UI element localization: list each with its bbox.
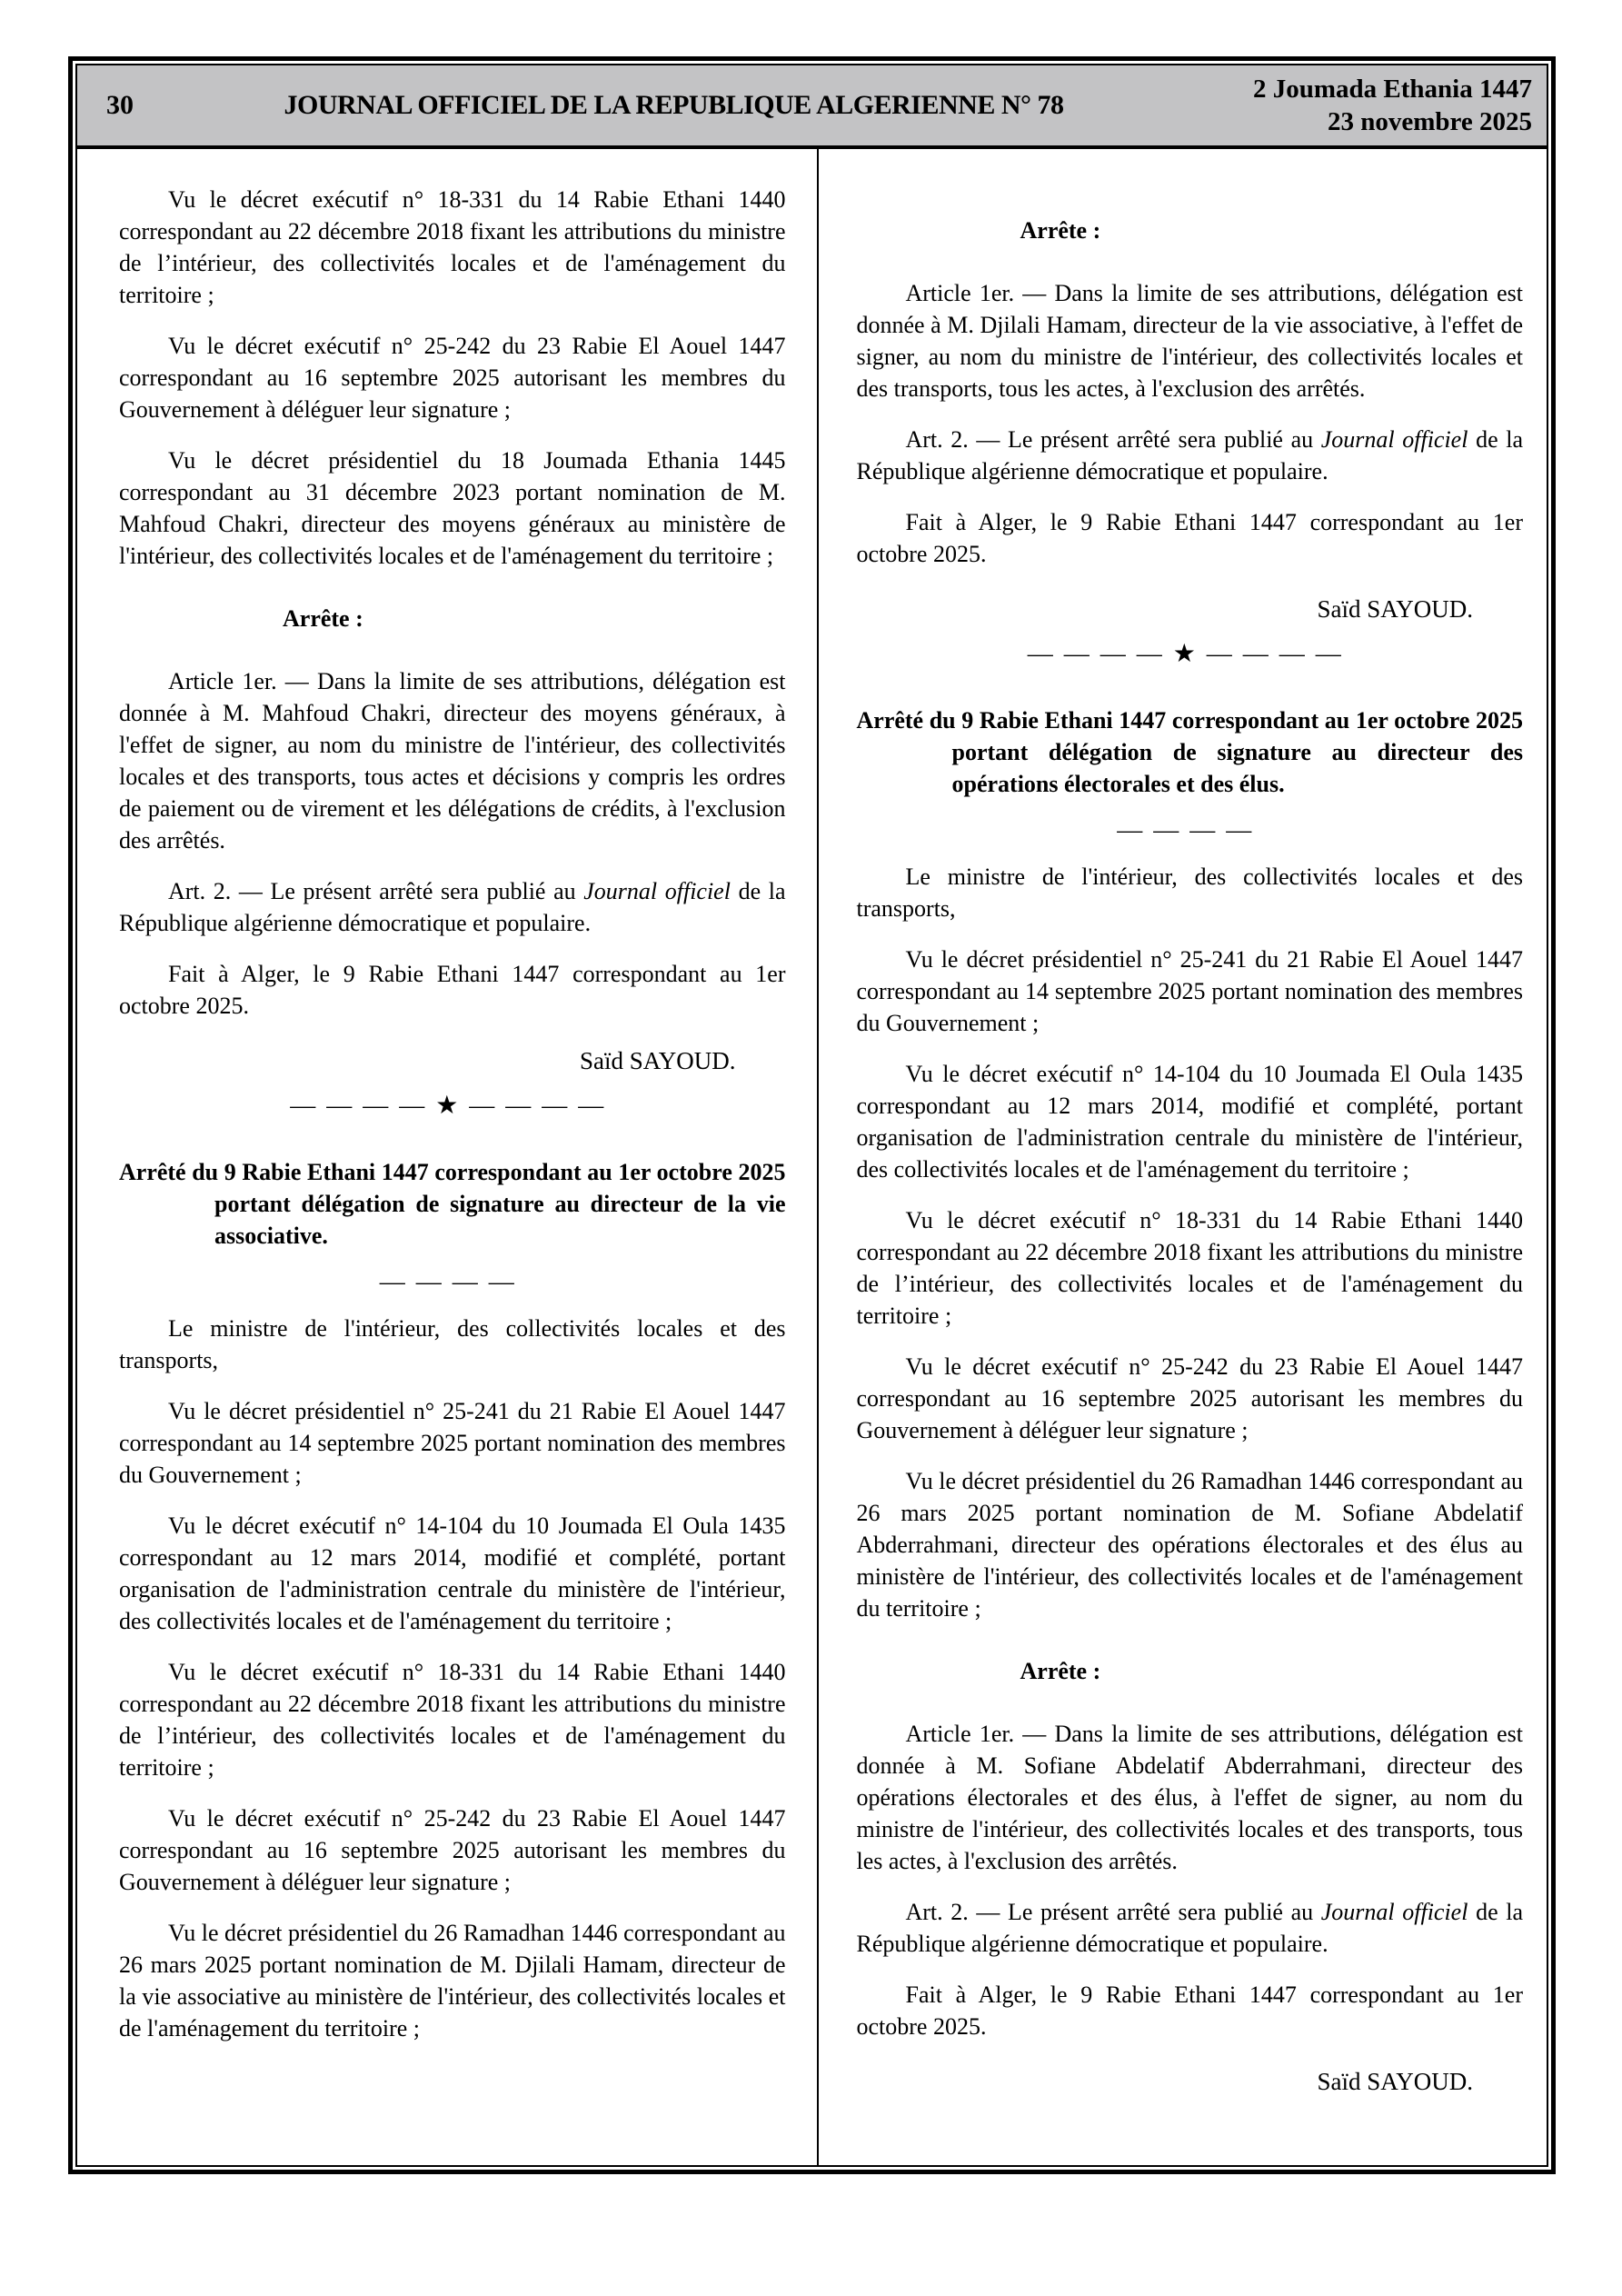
header-band xyxy=(77,65,1547,149)
paragraph xyxy=(857,943,1524,1039)
inner-frame xyxy=(75,64,1548,2167)
paragraph-text: Art. 2. — Le présent arrêté sera publié au xyxy=(905,1899,1321,1925)
paragraph xyxy=(857,506,1524,570)
paragraph-text: Vu le décret exécutif n° 14-104 du 10 Joumada El Oula 1435 correspondant au 12 mars 2014, modifié et complété, portant organisation de l'administration centrale du ministère de l'intérieur, des collectivités locales et de l'aménagement du territoire ; xyxy=(119,1512,786,1634)
paragraph-text: Vu le décret présidentiel du 18 Joumada Ethania 1445 correspondant au 31 décembre 2023 portant nomination de M. Mahfoud Chakri, directeur des moyens généraux au ministère de l'intérieur, des collectivités locales et de l'aménagement du territoire ; xyxy=(119,447,786,569)
journal-officiel-italic: Journal officiel xyxy=(1320,426,1468,453)
paragraph xyxy=(119,1395,786,1491)
paragraph-text: Vu le décret présidentiel du 26 Ramadhan 1446 correspondant au 26 mars 2025 portant nomination de M. Sofiane Abdelatif Abderrahmani, directeur des opérations électorales et des élus au ministère de l'intérieur, des collectivités locales et de l'aménagement du territoire ; xyxy=(856,1468,1523,1622)
left-column xyxy=(77,149,819,2165)
paragraph xyxy=(119,330,786,425)
signature: Saïd SAYOUD. xyxy=(1317,595,1473,623)
journal-title: JOURNAL OFFICIEL DE LA REPUBLIQUE ALGERIENNE N° 78 xyxy=(284,90,1064,120)
paragraph-text: Vu le décret présidentiel n° 25-241 du 21 Rabie El Aouel 1447 correspondant au 14 septembre 2025 portant nomination des membres du Gouvernement ; xyxy=(856,946,1523,1036)
paragraph xyxy=(857,424,1524,487)
paragraph xyxy=(119,1917,786,2044)
paragraph-text: Vu le décret exécutif n° 18-331 du 14 Rabie Ethani 1440 correspondant au 22 décembre 2018 fixant les attributions du ministre de l’intérieur, des collectivités locales et de l'aménagement du territoire ; xyxy=(119,186,786,308)
paragraph xyxy=(119,665,786,856)
paragraph xyxy=(119,1510,786,1637)
paragraph-text: Art. 2. — Le présent arrêté sera publié au xyxy=(905,426,1321,453)
date-gregorian: 23 novembre 2025 xyxy=(1327,107,1532,136)
paragraph-text: Vu le décret présidentiel du 26 Ramadhan 1446 correspondant au 26 mars 2025 portant nomination de M. Djilali Hamam, directeur de la vie associative au ministère de l'intérieur, des collectivités locales et de l'aménagement du territoire ; xyxy=(119,1920,786,2041)
arrete-label: Arrête : xyxy=(283,605,363,632)
paragraph-text: Le ministre de l'intérieur, des collectivités locales et des transports, xyxy=(119,1315,786,1373)
arrete-label: Arrête : xyxy=(1020,1658,1101,1684)
paragraph-text: Article 1er. — Dans la limite de ses attributions, délégation est donnée à M. Sofiane Abdelatif Abderrahmani, directeur des opérations électorales et des élus, à l'effet de signer, au nom du ministre de l'intérieur, des collectivités locales et des transports, tous les actes, à l'exclusion des arrêtés. xyxy=(856,1721,1523,1874)
paragraph xyxy=(857,1979,1524,2042)
page-frame xyxy=(68,56,1556,2174)
paragraph xyxy=(119,1313,786,1376)
paragraph-text: Vu le décret présidentiel n° 25-241 du 21 Rabie El Aouel 1447 correspondant au 14 septembre 2025 portant nomination des membres du Gouvernement ; xyxy=(119,1398,786,1488)
paragraph-text: de la République algérienne démocratique et populaire. xyxy=(856,1899,1523,1957)
paragraph xyxy=(119,1656,786,1783)
paragraph xyxy=(119,958,786,1022)
paragraph xyxy=(119,875,786,939)
page-number: 30 xyxy=(106,90,134,120)
paragraph xyxy=(857,1896,1524,1960)
paragraph-text: Article 1er. — Dans la limite de ses attributions, délégation est donnée à M. Djilali Hamam, directeur de la vie associative, à l'effet de signer, au nom du ministre de l'intérieur, des collectivités locales et des transports, tous les actes, à l'exclusion des arrêtés. xyxy=(856,280,1523,402)
paragraph xyxy=(857,1351,1524,1446)
paragraph xyxy=(857,277,1524,404)
paragraph xyxy=(857,1058,1524,1185)
dash-separator: ———— xyxy=(379,1268,525,1296)
paragraph xyxy=(857,1204,1524,1332)
paragraph-text: Vu le décret exécutif n° 25-242 du 23 Rabie El Aouel 1447 correspondant au 16 septembre 2025 autorisant les membres du Gouvernement à déléguer leur signature ; xyxy=(119,333,786,423)
star-separator: ————★———— xyxy=(1027,640,1352,668)
paragraph-text: Vu le décret exécutif n° 25-242 du 23 Rabie El Aouel 1447 correspondant au 16 septembre 2025 autorisant les membres du Gouvernement à déléguer leur signature ; xyxy=(856,1353,1523,1443)
paragraph-text: Fait à Alger, le 9 Rabie Ethani 1447 correspondant au 1er octobre 2025. xyxy=(856,1982,1523,2040)
signature: Saïd SAYOUD. xyxy=(1317,2068,1473,2095)
paragraph-text: Vu le décret exécutif n° 14-104 du 10 Joumada El Oula 1435 correspondant au 12 mars 2014, modifié et complété, portant organisation de l'administration centrale du ministère de l'intérieur, des collectivités locales et de l'aménagement du territoire ; xyxy=(856,1061,1523,1183)
decree-title: Arrêté du 9 Rabie Ethani 1447 correspondant au 1er octobre 2025 portant délégation de signature au directeur des opérations électorales et des élus. xyxy=(856,707,1523,797)
paragraph-text: Vu le décret exécutif n° 25-242 du 23 Rabie El Aouel 1447 correspondant au 16 septembre 2025 autorisant les membres du Gouvernement à déléguer leur signature ; xyxy=(119,1805,786,1895)
paragraph xyxy=(119,184,786,311)
arrete-label: Arrête : xyxy=(1020,217,1101,244)
paragraph-text: Fait à Alger, le 9 Rabie Ethani 1447 correspondant au 1er octobre 2025. xyxy=(119,961,786,1019)
right-column xyxy=(819,149,1547,2165)
paragraph xyxy=(119,444,786,572)
dash-separator: ———— xyxy=(1117,816,1263,844)
paragraph xyxy=(119,1802,786,1898)
date-hijri: 2 Joumada Ethania 1447 xyxy=(1253,75,1532,104)
paragraph-text: Vu le décret exécutif n° 18-331 du 14 Rabie Ethani 1440 correspondant au 22 décembre 2018 fixant les attributions du ministre de l’intérieur, des collectivités locales et de l'aménagement du territoire ; xyxy=(856,1207,1523,1329)
content-area xyxy=(77,149,1547,2165)
paragraph xyxy=(857,1718,1524,1877)
paragraph xyxy=(857,1465,1524,1624)
journal-officiel-italic: Journal officiel xyxy=(583,878,731,904)
paragraph-text: de la République algérienne démocratique et populaire. xyxy=(119,878,786,936)
journal-officiel-italic: Journal officiel xyxy=(1320,1899,1468,1925)
star-separator: ————★———— xyxy=(290,1092,615,1120)
paragraph-text: Art. 2. — Le présent arrêté sera publié au xyxy=(168,878,584,904)
decree-title: Arrêté du 9 Rabie Ethani 1447 correspondant au 1er octobre 2025 portant délégation de signature au directeur de la vie associative. xyxy=(119,1159,786,1249)
header-dates xyxy=(1132,73,1547,138)
paragraph-text: Le ministre de l'intérieur, des collectivités locales et des transports, xyxy=(856,863,1523,922)
paragraph-text: Article 1er. — Dans la limite de ses attributions, délégation est donnée à M. Mahfoud Chakri, directeur des moyens généraux, à l'effet de signer, au nom du ministre de l'intérieur, des collectivités locales et des transports, tous actes et décisions y compris les ordres de paiement ou de virement et les délégations de crédits, à l'exclusion des arrêtés. xyxy=(119,668,786,854)
paragraph-text: Fait à Alger, le 9 Rabie Ethani 1447 correspondant au 1er octobre 2025. xyxy=(856,509,1523,567)
paragraph-text: Vu le décret exécutif n° 18-331 du 14 Rabie Ethani 1440 correspondant au 22 décembre 2018 fixant les attributions du ministre de l’intérieur, des collectivités locales et de l'aménagement du territoire ; xyxy=(119,1659,786,1781)
paragraph xyxy=(857,861,1524,924)
signature: Saïd SAYOUD. xyxy=(579,1047,736,1074)
paragraph-text: de la République algérienne démocratique et populaire. xyxy=(856,426,1523,484)
